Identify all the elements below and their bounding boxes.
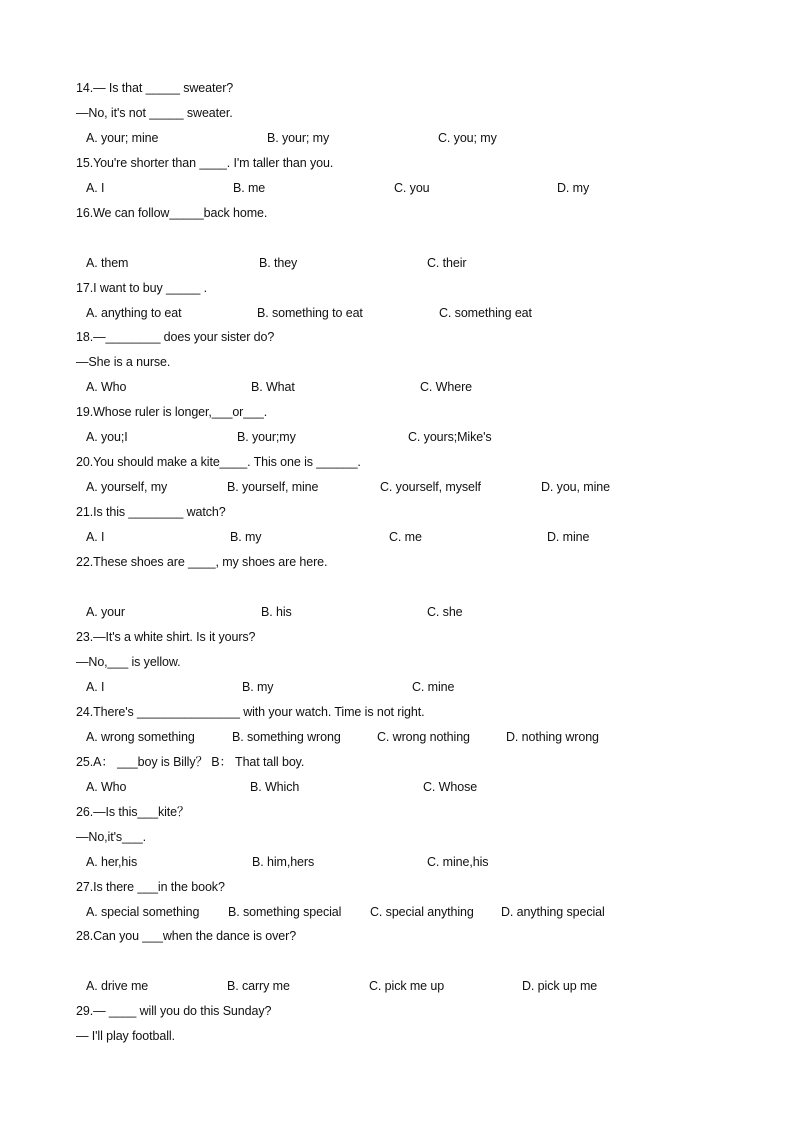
q17-option-a: A. anything to eat bbox=[86, 306, 182, 320]
q27-option-c: C. special anything bbox=[370, 905, 474, 919]
question-28-stem: 28.Can you ___when the dance is over? bbox=[76, 929, 297, 943]
q26-option-b: B. him,hers bbox=[252, 855, 315, 869]
q28-option-c: C. pick me up bbox=[369, 979, 445, 993]
question-14-reply: —No, it's not _____ sweater. bbox=[76, 106, 233, 120]
question-29-reply: — I'll play football. bbox=[76, 1029, 175, 1043]
q27-option-a: A. special something bbox=[86, 905, 200, 919]
q25-option-c: C. Whose bbox=[423, 780, 478, 794]
question-18-reply: —She is a nurse. bbox=[76, 355, 171, 369]
q16-option-a: A. them bbox=[86, 256, 129, 270]
q15-option-c: C. you bbox=[394, 181, 430, 195]
question-16-stem: 16.We can follow_____back home. bbox=[76, 206, 268, 220]
q20-option-c: C. yourself, myself bbox=[380, 480, 481, 494]
q19-option-b: B. your;my bbox=[237, 430, 296, 444]
q22-option-a: A. your bbox=[86, 605, 125, 619]
q22-option-c: C. she bbox=[427, 605, 463, 619]
q20-option-d: D. you, mine bbox=[541, 480, 610, 494]
question-24-stem: 24.There's _______________ with your watch. Time is not right. bbox=[76, 705, 425, 719]
q18-option-b: B. What bbox=[251, 380, 295, 394]
q19-option-a: A. you;I bbox=[86, 430, 128, 444]
q14-option-c: C. you; my bbox=[438, 131, 497, 145]
question-23-stem: 23.—It's a white shirt. Is it yours? bbox=[76, 630, 256, 644]
q17-option-c: C. something eat bbox=[439, 306, 532, 320]
question-20-stem: 20.You should make a kite____. This one is ______. bbox=[76, 455, 361, 469]
question-14-stem: 14.— Is that _____ sweater? bbox=[76, 81, 234, 95]
q17-option-b: B. something to eat bbox=[257, 306, 363, 320]
q27-option-d: D. anything special bbox=[501, 905, 605, 919]
q27-option-b: B. something special bbox=[228, 905, 342, 919]
q28-option-b: B. carry me bbox=[227, 979, 290, 993]
q23-option-b: B. my bbox=[242, 680, 274, 694]
q20-option-b: B. yourself, mine bbox=[227, 480, 319, 494]
q18-option-c: C. Where bbox=[420, 380, 472, 394]
q22-option-b: B. his bbox=[261, 605, 292, 619]
q21-option-c: C. me bbox=[389, 530, 422, 544]
question-26-stem: 26.—Is this___kite？ bbox=[76, 805, 190, 819]
q23-option-c: C. mine bbox=[412, 680, 455, 694]
question-23-reply: —No,___ is yellow. bbox=[76, 655, 181, 669]
q28-option-a: A. drive me bbox=[86, 979, 149, 993]
question-29-stem: 29.— ____ will you do this Sunday? bbox=[76, 1004, 272, 1018]
question-22-stem: 22.These shoes are ____, my shoes are here. bbox=[76, 555, 328, 569]
question-27-stem: 27.Is there ___in the book? bbox=[76, 880, 225, 894]
q26-option-a: A. her,his bbox=[86, 855, 138, 869]
q20-option-a: A. yourself, my bbox=[86, 480, 168, 494]
question-15-stem: 15.You're shorter than ____. I'm taller than you. bbox=[76, 156, 334, 170]
question-19-stem: 19.Whose ruler is longer,___or___. bbox=[76, 405, 268, 419]
q18-option-a: A. Who bbox=[86, 380, 127, 394]
q15-option-d: D. my bbox=[557, 181, 590, 195]
q21-option-a: A. I bbox=[86, 530, 105, 544]
q24-option-a: A. wrong something bbox=[86, 730, 195, 744]
q24-option-d: D. nothing wrong bbox=[506, 730, 599, 744]
q14-option-a: A. your; mine bbox=[86, 131, 159, 145]
q19-option-c: C. yours;Mike's bbox=[408, 430, 492, 444]
question-25-stem: 25.A： ___boy is Billy？ B： That tall boy. bbox=[76, 755, 305, 769]
q28-option-d: D. pick up me bbox=[522, 979, 598, 993]
question-18-stem: 18.—________ does your sister do? bbox=[76, 330, 275, 344]
q24-option-c: C. wrong nothing bbox=[377, 730, 470, 744]
question-17-stem: 17.I want to buy _____ . bbox=[76, 281, 208, 295]
q15-option-a: A. I bbox=[86, 181, 105, 195]
q26-option-c: C. mine,his bbox=[427, 855, 489, 869]
q15-option-b: B. me bbox=[233, 181, 266, 195]
question-26-reply: —No,it's___. bbox=[76, 830, 146, 844]
q21-option-d: D. mine bbox=[547, 530, 590, 544]
question-21-stem: 21.Is this ________ watch? bbox=[76, 505, 226, 519]
q25-option-b: B. Which bbox=[250, 780, 300, 794]
q14-option-b: B. your; my bbox=[267, 131, 330, 145]
q24-option-b: B. something wrong bbox=[232, 730, 341, 744]
q21-option-b: B. my bbox=[230, 530, 262, 544]
q25-option-a: A. Who bbox=[86, 780, 127, 794]
q16-option-b: B. they bbox=[259, 256, 298, 270]
q23-option-a: A. I bbox=[86, 680, 105, 694]
q16-option-c: C. their bbox=[427, 256, 467, 270]
